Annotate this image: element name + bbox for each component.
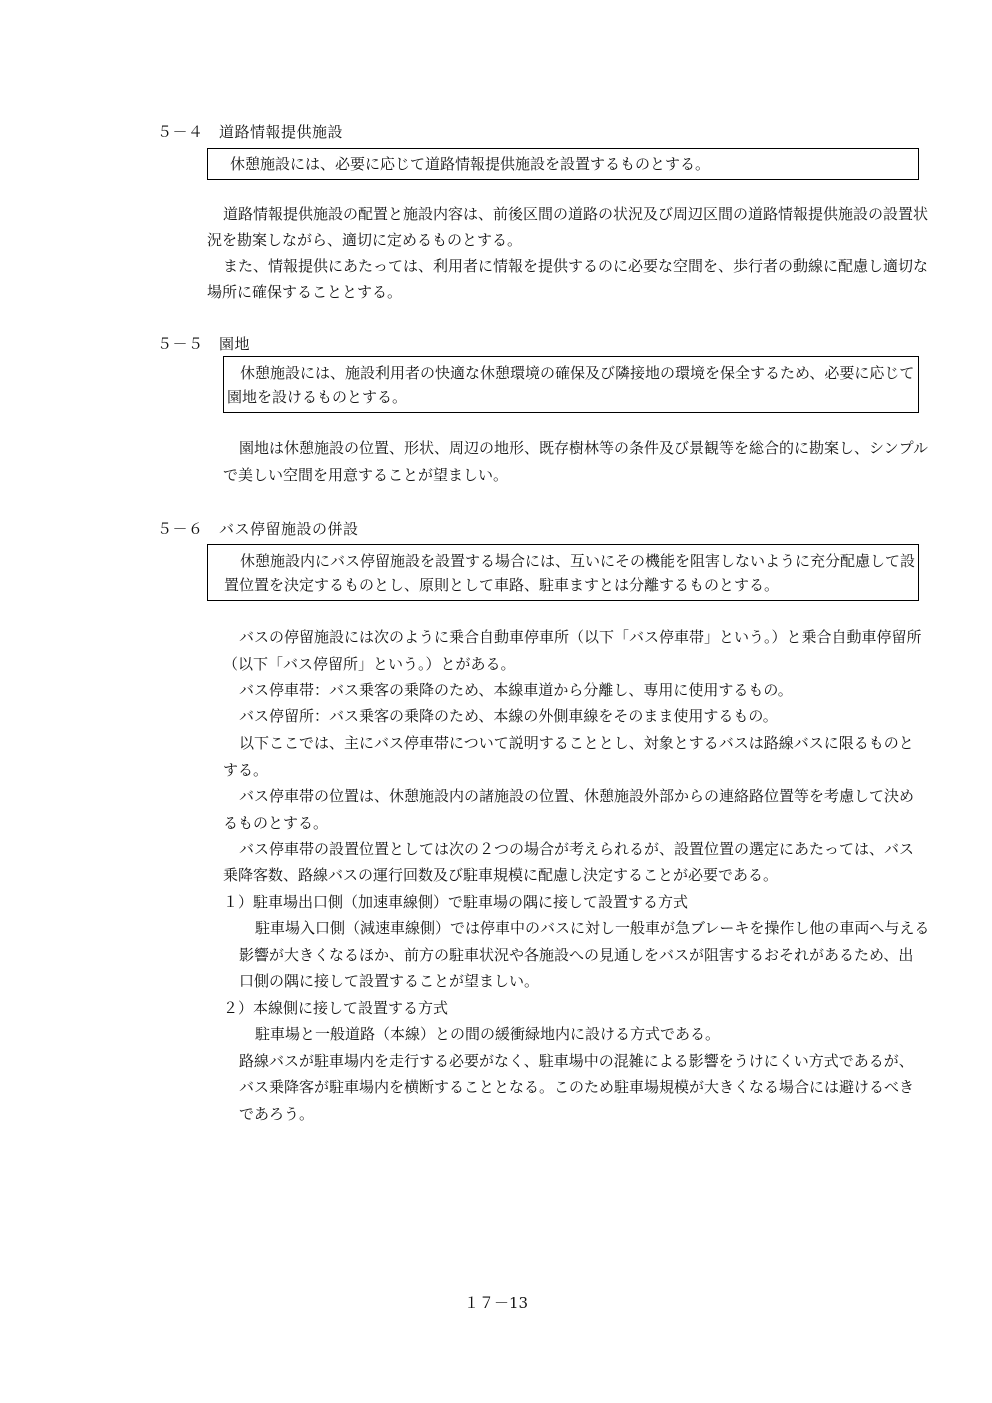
body-line: で美しい空間を用意することが望ましい。 bbox=[223, 466, 509, 484]
section-heading-5-4: ５－４ 道路情報提供施設 bbox=[157, 123, 344, 141]
page-number: １７－13 bbox=[463, 1294, 529, 1312]
body-line: する。 bbox=[223, 761, 269, 779]
body-line: バス乗降客が駐車場内を横断することとなる。このため駐車場規模が大きくなる場合には避けるべき bbox=[239, 1078, 915, 1096]
box-line: 休憩施設内にバス停留施設を設置する場合には、互いにその機能を阻害しないように充分配慮して設 bbox=[240, 552, 916, 570]
body-line: るものとする。 bbox=[223, 814, 329, 832]
body-line: であろう。 bbox=[239, 1105, 315, 1123]
requirement-box-5-5 bbox=[223, 356, 919, 413]
body-line: 影響が大きくなるほか、前方の駐車状況や各施設への見通しをバスが阻害するおそれがあるため、出 bbox=[239, 946, 914, 964]
body-line: 駐車場と一般道路（本線）との間の緩衝緑地内に設ける方式である。 bbox=[255, 1025, 721, 1043]
box-line: 置位置を決定するものとし、原則として車路、駐車ますとは分離するものとする。 bbox=[224, 576, 780, 594]
definition-bus-stop-bay: バス停車帯：バス乗客の乗降のため、本線車道から分離し、専用に使用するもの。 bbox=[239, 681, 793, 699]
definition-bus-stop: バス停留所：バス乗客の乗降のため、本線の外側車線をそのまま使用するもの。 bbox=[239, 707, 778, 725]
body-line: 道路情報提供施設の配置と施設内容は、前後区間の道路の状況及び周辺区間の道路情報提供施設の設置状 bbox=[223, 205, 929, 223]
body-line: （以下「バス停留所」という。）とがある。 bbox=[223, 655, 516, 673]
box-line: 休憩施設には、施設利用者の快適な休憩環境の確保及び隣接地の環境を保全するため、必要に応じて bbox=[240, 364, 915, 382]
body-line: 駐車場入口側（減速車線側）では停車中のバスに対し一般車が急ブレーキを操作し他の車両へ与える bbox=[255, 919, 930, 937]
section-heading-5-6: ５－６ バス停留施設の併設 bbox=[157, 520, 359, 538]
box-line: 休憩施設には、必要に応じて道路情報提供施設を設置するものとする。 bbox=[230, 155, 711, 173]
list-item-1-heading: １）駐車場出口側（加速車線側）で駐車場の隅に接して設置する方式 bbox=[223, 893, 689, 911]
body-line: バスの停留施設には次のように乗合自動車停車所（以下「バス停車帯」という。）と乗合自動車停留所 bbox=[239, 628, 922, 646]
body-line: また、情報提供にあたっては、利用者に情報を提供するのに必要な空間を、歩行者の動線に配慮し適切な bbox=[223, 257, 929, 275]
box-line: 園地を設けるものとする。 bbox=[227, 388, 408, 406]
requirement-box-5-6 bbox=[207, 544, 919, 601]
body-line: 況を勘案しながら、適切に定めるものとする。 bbox=[207, 231, 523, 249]
body-line: バス停車帯の位置は、休憩施設内の諸施設の位置、休憩施設外部からの連絡路位置等を考慮して決め bbox=[239, 787, 915, 805]
section-heading-5-5: ５－５ 園地 bbox=[157, 335, 251, 353]
requirement-box-5-4 bbox=[207, 148, 919, 180]
body-line: 場所に確保することとする。 bbox=[207, 283, 403, 301]
body-line: バス停車帯の設置位置としては次の２つの場合が考えられるが、設置位置の選定にあたっては、バス bbox=[239, 840, 915, 858]
body-line: 以下ここでは、主にバス停車帯について説明することとし、対象とするバスは路線バスに限るものと bbox=[239, 734, 914, 752]
body-line: 乗降客数、路線バスの運行回数及び駐車規模に配慮し決定することが必要である。 bbox=[223, 866, 779, 884]
body-line: 口側の隅に接して設置することが望ましい。 bbox=[239, 972, 540, 990]
body-line: 園地は休憩施設の位置、形状、周辺の地形、既存樹林等の条件及び景観等を総合的に勘案し、シンプル bbox=[239, 439, 929, 457]
body-line: 路線バスが駐車場内を走行する必要がなく、駐車場中の混雑による影響をうけにくい方式であるが、 bbox=[239, 1052, 914, 1070]
list-item-2-heading: ２）本線側に接して設置する方式 bbox=[223, 999, 449, 1017]
